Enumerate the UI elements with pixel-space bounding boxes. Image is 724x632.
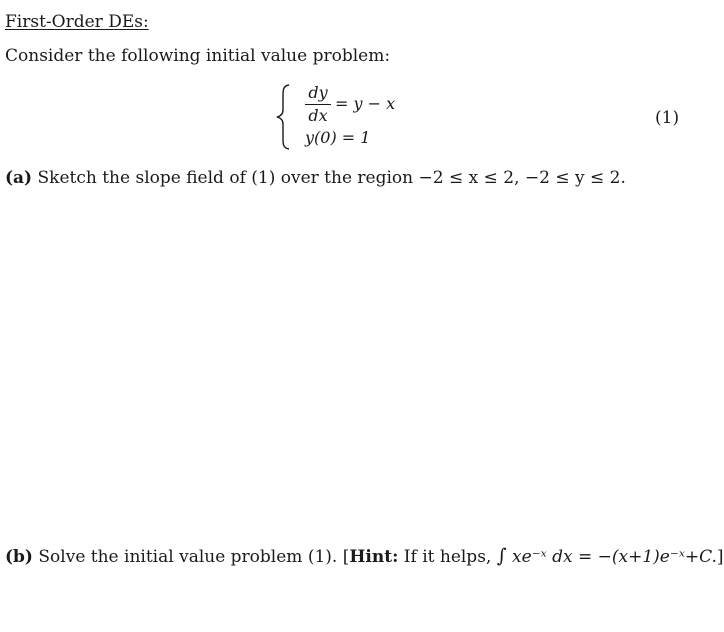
equation-rhs: = y − x (335, 94, 396, 113)
hint-open-bracket: [ (342, 547, 350, 567)
derivative-fraction (305, 84, 331, 125)
part-a-text: Sketch the slope field of (1) over the region −2 ≤ x ≤ 2, −2 ≤ y ≤ 2. (37, 168, 626, 188)
hint-close-bracket: ] (716, 547, 724, 567)
left-brace-symbol (275, 84, 293, 150)
part-a-label: (a) (5, 168, 33, 188)
part-a (5, 168, 626, 188)
answer-space (5, 196, 695, 536)
fraction-denominator: dx (308, 106, 328, 125)
initial-condition: y(0) = 1 (305, 128, 371, 147)
page-heading: First-Order DEs: (5, 12, 149, 32)
equation-number: (1) (655, 108, 680, 128)
fraction-numerator: dy (308, 83, 328, 102)
hint-intro: If it helps, (403, 547, 492, 567)
part-b-text: Solve the initial value problem (1). (38, 547, 338, 567)
hint-label: Hint: (349, 547, 399, 567)
part-b-label: (b) (5, 547, 33, 567)
ivp-system (275, 84, 435, 154)
integral-symbol: ∫ (496, 545, 507, 567)
intro-text: Consider the following initial value problem: (5, 46, 391, 66)
fraction-bar (305, 104, 331, 105)
hint-formula: xe⁻ˣ dx = −(x+1)e⁻ˣ+C. (512, 547, 717, 567)
part-b (5, 545, 724, 567)
